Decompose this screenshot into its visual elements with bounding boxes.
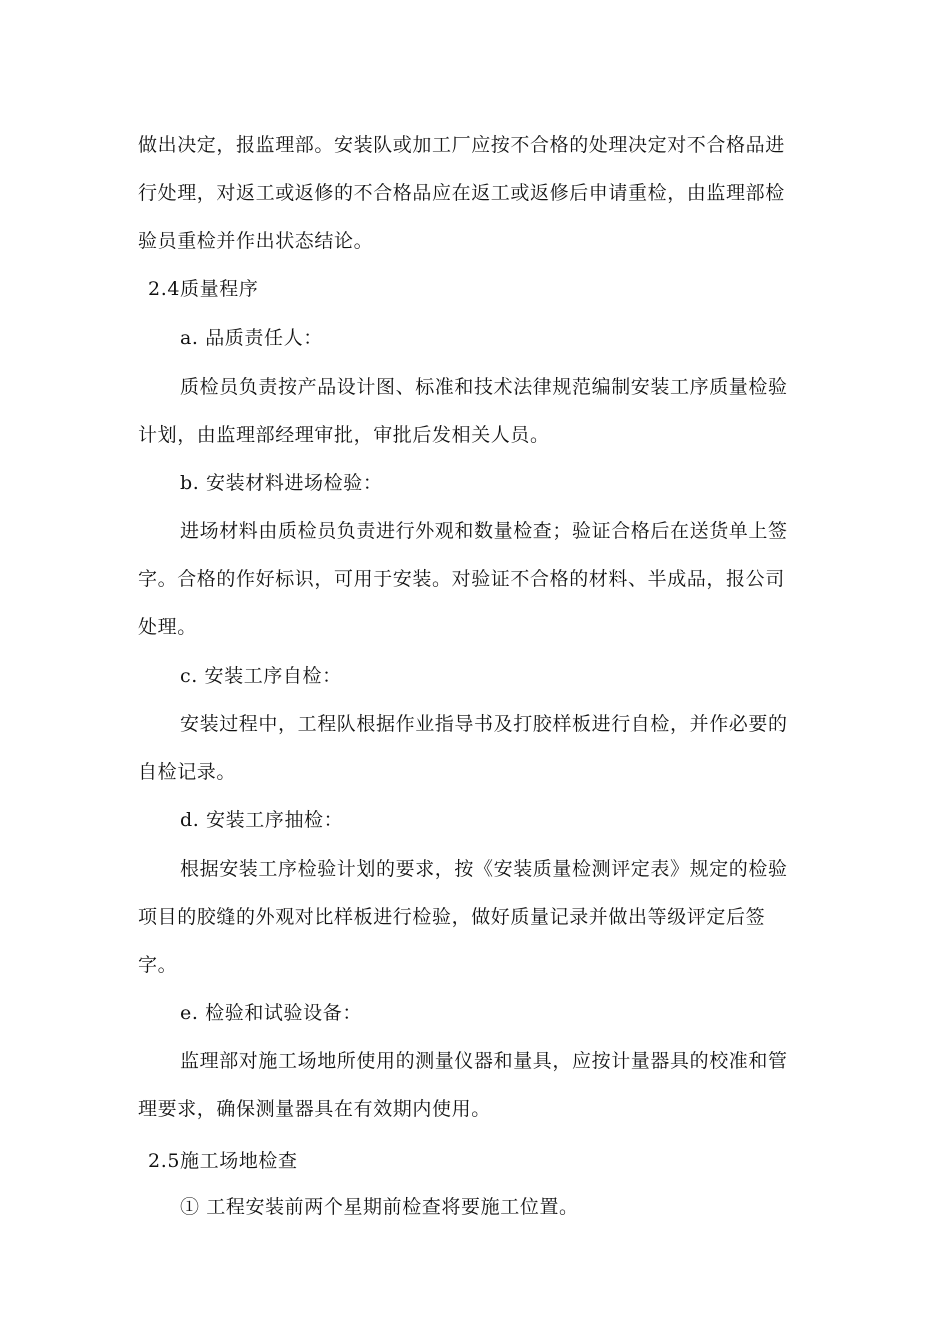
list-item-label: e. 检验和试验设备：	[180, 1002, 362, 1024]
text-line: 项目的胶缝的外观对比样板进行检验，做好质量记录并做出等级评定后签	[138, 906, 766, 928]
text-line: 质检员负责按产品设计图、标准和技术法律规范编制安装工序质量检验	[180, 376, 788, 398]
list-item-label: c. 安装工序自检：	[180, 665, 342, 687]
text-line: 进场材料由质检员负责进行外观和数量检查；验证合格后在送货单上签	[180, 520, 788, 542]
list-item-label: b. 安装材料进场检验：	[180, 472, 383, 494]
list-item-label: d. 安装工序抽检：	[180, 809, 344, 831]
text-line: 验员重检并作出状态结论。	[138, 230, 374, 252]
text-line: 根据安装工序检验计划的要求，按《安装质量检测评定表》规定的检验	[180, 858, 788, 880]
text-line: 字。	[138, 954, 178, 976]
section-heading: 2.4质量程序	[148, 278, 259, 300]
text-line: 自检记录。	[138, 761, 237, 783]
text-line: 做出决定，报监理部。安装队或加工厂应按不合格的处理决定对不合格品进	[138, 134, 785, 156]
list-item-label: ① 工程安装前两个星期前检查将要施工位置。	[180, 1196, 579, 1218]
text-line: 行处理，对返工或返修的不合格品应在返工或返修后申请重检，由监理部检	[138, 182, 785, 204]
text-line: 计划，由监理部经理审批，审批后发相关人员。	[138, 424, 550, 446]
section-heading: 2.5施工场地检查	[148, 1150, 298, 1172]
text-line: 监理部对施工场地所使用的测量仪器和量具，应按计量器具的校准和管	[180, 1050, 788, 1072]
list-item-label: a. 品质责任人：	[180, 327, 323, 349]
text-line: 安装过程中，工程队根据作业指导书及打胶样板进行自检，并作必要的	[180, 713, 788, 735]
text-line: 理要求，确保测量器具在有效期内使用。	[138, 1098, 491, 1120]
text-line: 字。合格的作好标识，可用于安装。对验证不合格的材料、半成品，报公司	[138, 568, 785, 590]
text-line: 处理。	[138, 616, 197, 638]
